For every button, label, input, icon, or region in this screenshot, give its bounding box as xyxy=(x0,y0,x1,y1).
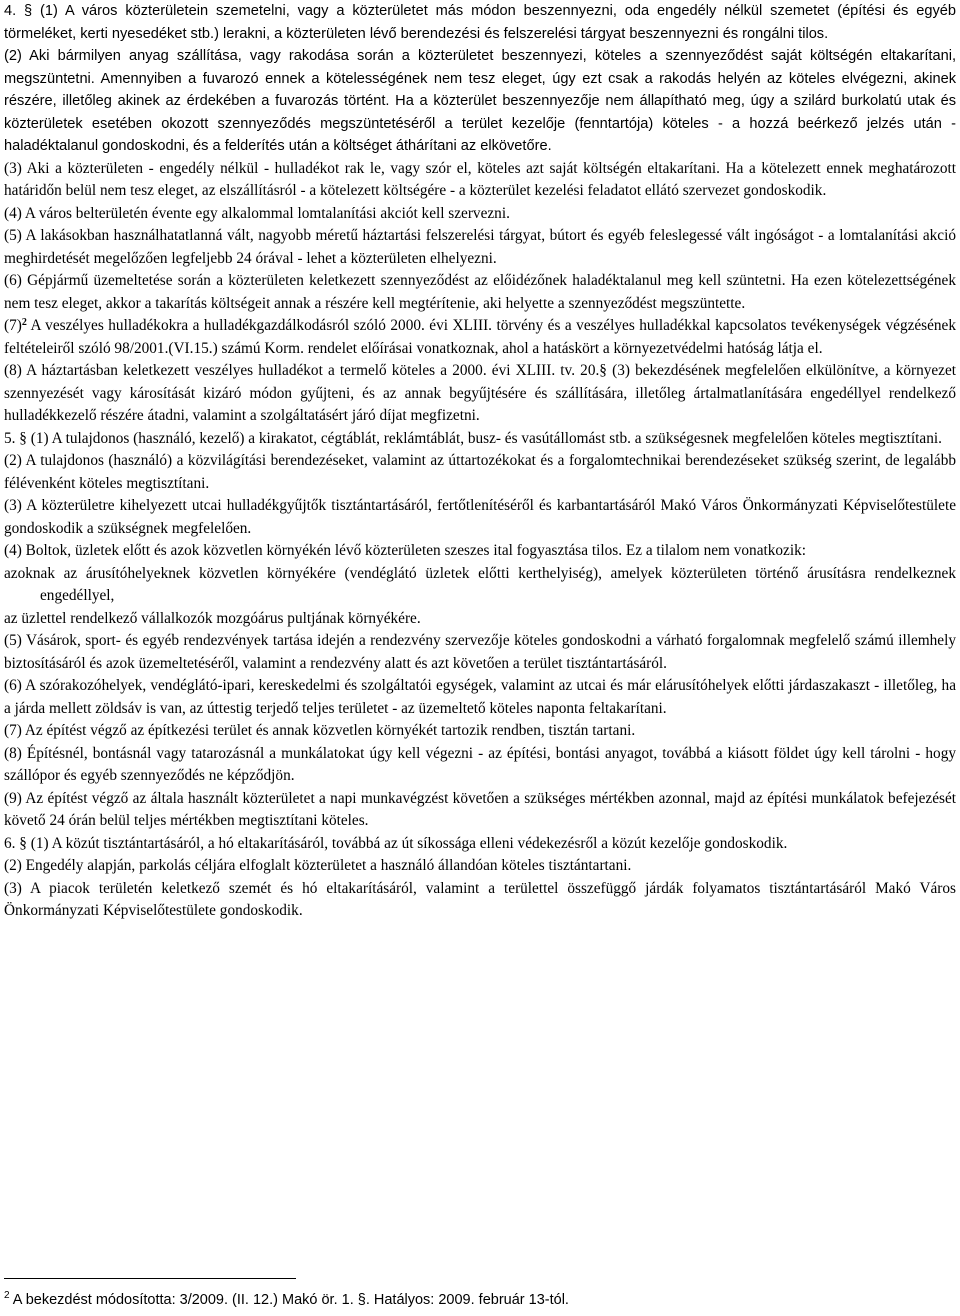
paragraph xyxy=(4,360,956,428)
paragraph xyxy=(4,270,956,315)
paragraph-text: (6) Gépjármű üzemeltetése során a közterületen keletkezett szennyeződést az előidézőnek haladéktalanul meg kell szüntetni. Ha ezen kötelezettségének nem tesz eleget, akkor a takarítás költségeit annak a részére kell megtérítenie, aki helyette a szennyeződést megszüntette. xyxy=(4,272,956,312)
paragraph xyxy=(4,0,956,45)
paragraph-text: (2) A tulajdonos (használó) a közvilágítási berendezéseket, valamint az úttartozékokat és a forgalomtechnikai berendezéseket szükség szerint, de legalább félévenként köteles megtisztítani. xyxy=(4,452,956,492)
paragraph-text: az üzlettel rendelkező vállalkozók mozgóárus pultjának környékére. xyxy=(4,609,421,627)
paragraph-text: (2) Engedély alapján, parkolás céljára elfoglalt közterületet a használó állandóan köteles tisztántartani. xyxy=(4,857,632,874)
paragraph xyxy=(4,428,956,451)
paragraph-text: A veszélyes hulladékokra a hulladékgazdálkodásról szóló 2000. évi XLIII. törvény és a veszélyes hulladékkal kapcsolatos tevékenységek végzésének feltételeiről szóló 98/2001.(VI.15.) számú Korm. rendelet előírásai vonatkoznak, ahol a hatáskört a környezetvédelmi hatóság látja el. xyxy=(4,317,956,357)
footnote-reference[interactable]: 2 xyxy=(21,317,27,328)
footnote-text: A bekezdést módosította: 3/2009. (II. 12.) Makó ör. 1. §. Hatályos: 2009. február 13-tól. xyxy=(9,1292,569,1308)
paragraph xyxy=(4,833,956,856)
paragraph xyxy=(4,855,956,878)
paragraph-text: azoknak az árusítóhelyeknek közvetlen környékére (vendéglátó üzletek előtti kerthelyiség), amelyek közterületen történő árusításra rendelkeznek engedéllyel, xyxy=(4,564,956,604)
paragraph-text: (7) Az építést végző az építkezési terület és annak közvetlen környékét tartozik rendben, tisztán tartani. xyxy=(4,722,636,739)
paragraph-text: (2) Aki bármilyen anyag szállítása, vagy rakodása során a közterületet beszennyezi, köteles a szennyeződést saját költségén eltakarítani, megszüntetni. Amennyiben a fuvarozó ennek a kötelességének nem tesz eleget, úgy ezt csak a rakodás helyén az köteles elvégezni, akinek részére, illetőleg akinek az érdekében a fuvarozás történt. Ha a közterület beszennyezője nem állapítható meg, úgy a szilárd burkolatú utak és közterületek esetében okozott szennyeződés megszüntetéséről a terület kezelője (fenntartója) köteles - a hozzá beérkező jelzés után - haladéktalanul gondoskodni, és a felderítés után a költséget áthárítani az elkövetőre. xyxy=(4,48,956,154)
paragraph xyxy=(4,540,956,563)
paragraph xyxy=(4,225,956,270)
paragraph-text: (3) A közterületre kihelyezett utcai hulladékgyűjtők tisztántartásáról, fertőtlenítéséről és karbantartásáról Makó Város Önkormányzati Képviselőtestülete gondoskodik a szükségnek megfelelően. xyxy=(4,497,956,537)
paragraph-number: (7) xyxy=(4,317,22,334)
paragraph-text: (4) A város belterületén évente egy alkalommal lomtalanítási akciót kell szervezni. xyxy=(4,204,510,222)
paragraph-text: (3) A piacok területén keletkező szemét és hó eltakarításáról, valamint a területtel összefüggő járdák folyamatos tisztántartásáról Makó Város Önkormányzati Képviselőtestülete gondoskodik. xyxy=(4,879,956,919)
paragraph xyxy=(4,788,956,833)
paragraph-text: 5. § (1) A tulajdonos (használó, kezelő) a kirakatot, cégtáblát, reklámtáblát, busz- és vasútállomást stb. a szükségesnek megfelelően köteles megtisztítani. xyxy=(4,429,942,447)
paragraph xyxy=(4,495,956,540)
paragraph xyxy=(4,158,956,203)
paragraph xyxy=(4,743,956,788)
paragraph xyxy=(4,878,956,923)
paragraph xyxy=(4,203,956,226)
paragraph-text: (5) A lakásokban használhatatlanná vált, nagyobb méretű háztartási felszerelési tárgyat, bútort és egyéb feleslegessé vált ingóságot - a lomtalanítási akció meghirdetését megelőzően legfeljebb 24 órával - lehet a közterületen elhelyezni. xyxy=(4,227,956,267)
paragraph-text: 6. § (1) A közút tisztántartásáról, a hó eltakarításáról, továbbá az út síkossága elleni védekezésről a közút kezelője gondoskodik. xyxy=(4,834,788,852)
paragraph-text: (5) Vásárok, sport- és egyéb rendezvények tartása idején a rendezvény szervezője köteles gondoskodni a várható forgalomnak megfelelő számú illemhely biztosításáról és azok üzemeltetéséről, valamint a rendezvény alatt és azt követően a terület tisztántartásáról. xyxy=(4,632,956,672)
footnote-marker: 2 xyxy=(4,1290,10,1301)
paragraph-text: (4) Boltok, üzletek előtt és azok közvetlen környékén lévő közterületen szeszes ital fogyasztása tilos. Ez a tilalom nem vonatkozik: xyxy=(4,542,806,559)
paragraph-text: (6) A szórakozóhelyek, vendéglátó-ipari, kereskedelmi és szolgáltatói egységek, valamint az utcai és már elárusítóhelyek előtti járdaszakaszt - illetőleg, ha a járda mellett zöldsáv is van, az úttestig terjedő teljes területet - az üzemeltető köteles naponta feltakarítani. xyxy=(4,677,956,717)
footnote-divider xyxy=(4,1278,296,1279)
paragraph xyxy=(4,315,956,360)
paragraph xyxy=(4,720,956,743)
paragraph-text: (8) Építésnél, bontásnál vagy tatarozásnál a munkálatokat úgy kell végezni - az építési, bontási anyagot, továbbá a kiásott földet úgy kell tárolni - hogy szállópor és egyéb szennyeződés ne képződjön. xyxy=(4,744,956,784)
paragraph xyxy=(4,675,956,720)
paragraph-text: (8) A háztartásban keletkezett veszélyes hulladékot a termelő köteles a 2000. évi XLIII. tv. 20.§ (3) bekezdésének megfelelően elkülönítve, a környezet szennyezését vagy károsítását kizáró módon gyűjteni, és az annak begyűjtésére és szállítására, illetőleg ártalmatlanítására engedéllyel rendelkező hulladékkezelő részére átadni, valamint a szolgáltatásért járó díjat megfizetni. xyxy=(4,362,956,424)
paragraph xyxy=(4,450,956,495)
paragraph-text: (3) Aki a közterületen - engedély nélkül - hulladékot rak le, vagy szór el, köteles azt saját költségén eltakarítani. Ha a kötelezett ennek meghatározott határidőn belül nem tesz eleget, az elszállításról - a kötelezett költségére - a közterület kezelési feladatot ellátó szervezet gondoskodik. xyxy=(4,159,956,199)
paragraph xyxy=(4,608,956,631)
footnote xyxy=(4,1290,956,1310)
document-body xyxy=(4,0,956,923)
paragraph-text: (9) Az építést végző az általa használt közterületet a napi munkavégzést követően a szükséges mértékben azonnal, majd az építési munkálatok befejezését követő 24 órán belül teljes mértékben megtisztítani köteles. xyxy=(4,789,956,829)
paragraph-text: 4. § (1) A város közterületein szemetelni, vagy a közterületet más módon beszennyezni, oda engedély nélkül szemetet (építési és egyéb törmeléket, kerti nyesedéket stb.) lerakni, a közterületen lévő berendezési és felszerelési tárgyat beszennyezni és rongálni tilos. xyxy=(4,3,956,42)
paragraph xyxy=(4,45,956,158)
paragraph xyxy=(4,563,956,608)
paragraph xyxy=(4,630,956,675)
